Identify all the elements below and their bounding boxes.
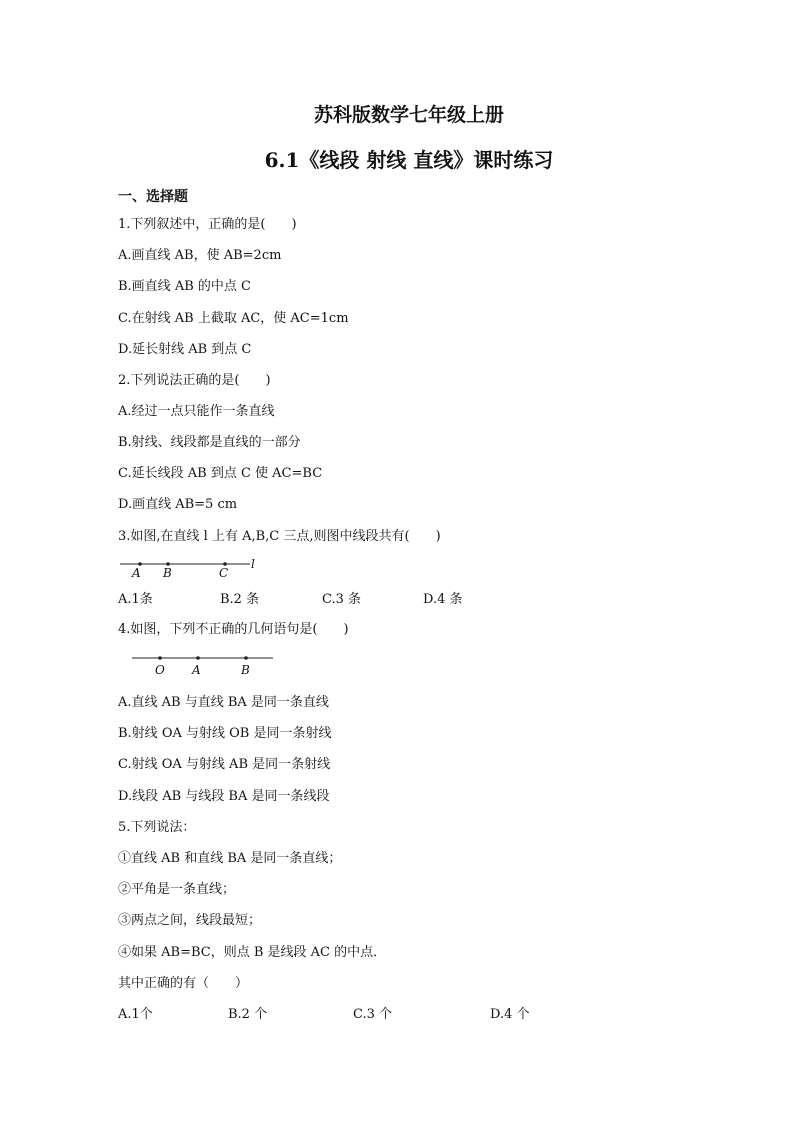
question-4-stem: 4.如图，下列不正确的几何语句是( ) [118,622,349,637]
document-title: 苏科版数学七年级上册 [313,104,504,126]
question-5-statement-4: ④如果 AB=BC，则点 B 是线段 AC 的中点． [118,945,387,960]
label-b: B [241,663,250,677]
label-a: A [132,566,141,580]
label-a: A [192,663,201,677]
question-3-option-c: C.3 条 [322,592,362,607]
question-3-option-b: B.2 条 [220,592,260,607]
question-4-option-d: D.线段 AB 与线段 BA 是同一条线段 [118,789,330,804]
question-5-option-a: A.1个 [118,1007,153,1022]
question-2-option-c: C.延长线段 AB 到点 C 使 AC=BC [118,466,323,481]
question-3-option-a: A.1条 [118,592,153,607]
question-1-option-d: D.延长射线 AB 到点 C [118,342,252,357]
point-a [196,656,200,660]
question-4-option-b: B.射线 OA 与射线 OB 是同一条射线 [118,726,332,741]
label-o: O [155,663,165,677]
question-3-option-d: D.4 条 [423,592,463,607]
question-1-stem: 1.下列叙述中，正确的是( ) [118,217,297,232]
question-5-option-d: D.4 个 [490,1007,530,1022]
document-subtitle: 6.1《线段 射线 直线》课时练习 [264,148,554,172]
point-b [244,656,248,660]
question-3-stem: 3.如图,在直线 l 上有 A,B,C 三点,则图中线段共有( ) [118,529,441,544]
question-2-option-a: A.经过一点只能作一条直线 [118,404,275,419]
question-5-option-b: B.2 个 [228,1007,268,1022]
label-c: C [219,566,229,580]
question-2-option-d: D.画直线 AB=5 cm [118,497,238,512]
label-b: B [163,566,172,580]
question-5-statement-2: ②平角是一条直线； [118,882,236,897]
question-1-option-b: B.画直线 AB 的中点 C [118,279,251,294]
question-4-option-a: A.直线 AB 与直线 BA 是同一条直线 [118,695,329,710]
question-5-statement-1: ①直线 AB 和直线 BA 是同一条直线； [118,851,342,866]
question-1-option-c: C.在射线 AB 上截取 AC，使 AC=1cm [118,311,349,326]
question-4-option-c: C.射线 OA 与射线 AB 是同一条射线 [118,757,331,772]
section-heading: 一、选择题 [118,189,188,205]
label-line-l: l [251,557,255,571]
question-5-statement-3: ③两点之间，线段最短； [118,913,262,928]
question-5-option-c: C.3 个 [353,1007,393,1022]
question-5-ask: 其中正确的有（ ） [118,976,249,991]
question-2-stem: 2.下列说法正确的是( ) [118,373,271,388]
question-2-option-b: B.射线、线段都是直线的一部分 [118,435,301,450]
point-o [158,656,162,660]
question-5-stem: 5.下列说法： [118,820,196,835]
question-1-option-a: A.画直线 AB，使 AB=2cm [118,248,282,263]
